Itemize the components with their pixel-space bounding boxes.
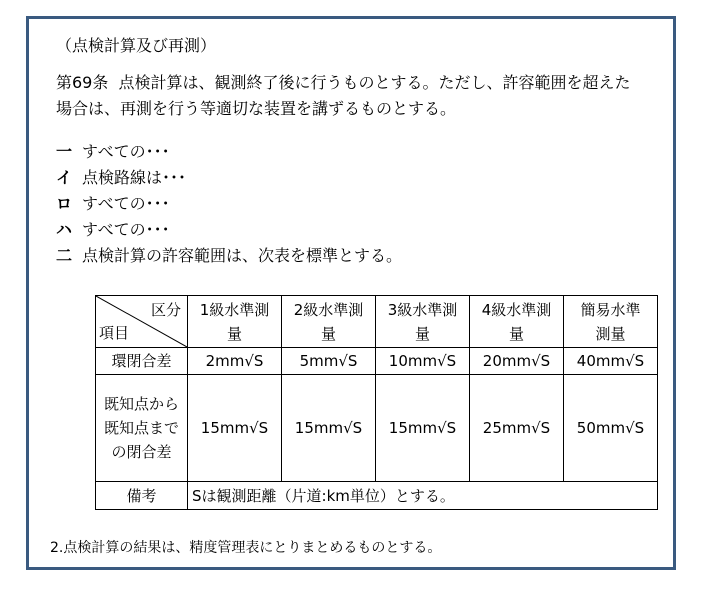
list-item	[56, 217, 402, 243]
table-cell: 15mm√S	[282, 375, 376, 482]
article-paragraph	[56, 70, 666, 122]
column-header: 4級水準測 量	[470, 296, 564, 348]
table-note-row	[96, 482, 658, 510]
corner-bottom-label: 項目	[99, 324, 130, 342]
table-cell: 15mm√S	[376, 375, 470, 482]
item-text: すべての･･･	[82, 194, 170, 213]
table-cell: 20mm√S	[470, 348, 564, 375]
item-mark: イ	[56, 168, 73, 187]
article-text-line2: 場合は、再測を行う等適切な装置を講ずるものとする。	[56, 99, 457, 118]
item-text: 点検計算の許容範囲は、次表を標準とする。	[82, 246, 403, 265]
item-mark: 一	[56, 142, 73, 161]
article-text-line1: 点検計算は、観測終了後に行うものとする。ただし、許容範囲を超えた	[118, 73, 631, 92]
row-label: 既知点から 既知点まで の閉合差	[96, 375, 188, 482]
table-header-row	[96, 296, 658, 348]
column-header: 3級水準測 量	[376, 296, 470, 348]
list-item	[56, 243, 402, 269]
note-text: Sは観測距離（片道:km単位）とする。	[188, 482, 658, 510]
table-cell: 25mm√S	[470, 375, 564, 482]
table-cell: 10mm√S	[376, 348, 470, 375]
list-item	[56, 139, 402, 165]
row-label: 環閉合差	[96, 348, 188, 375]
table-cell: 2mm√S	[188, 348, 282, 375]
item-text: 点検路線は･･･	[82, 168, 187, 187]
table-row	[96, 348, 658, 375]
item-list	[56, 139, 402, 269]
note-label: 備考	[96, 482, 188, 510]
corner-cell	[96, 296, 188, 348]
table-row	[96, 375, 658, 482]
item-text: すべての･･･	[82, 142, 170, 161]
table-cell: 50mm√S	[564, 375, 658, 482]
column-header: 1級水準測 量	[188, 296, 282, 348]
article-number: 第69条	[56, 73, 109, 92]
tolerance-table	[95, 295, 658, 510]
list-item	[56, 191, 402, 217]
section-heading: （点検計算及び再測）	[56, 36, 217, 55]
column-header: 2級水準測 量	[282, 296, 376, 348]
item-mark: ロ	[56, 194, 73, 213]
table-cell: 5mm√S	[282, 348, 376, 375]
column-header: 簡易水準 測量	[564, 296, 658, 348]
item-mark: ハ	[56, 220, 73, 239]
list-item	[56, 165, 402, 191]
item-text: すべての･･･	[82, 220, 170, 239]
table-cell: 15mm√S	[188, 375, 282, 482]
item-mark: 二	[56, 246, 73, 265]
table-cell: 40mm√S	[564, 348, 658, 375]
corner-top-label: 区分	[150, 301, 181, 319]
footer-paragraph: 2.点検計算の結果は、精度管理表にとりまとめるものとする。	[50, 540, 442, 556]
